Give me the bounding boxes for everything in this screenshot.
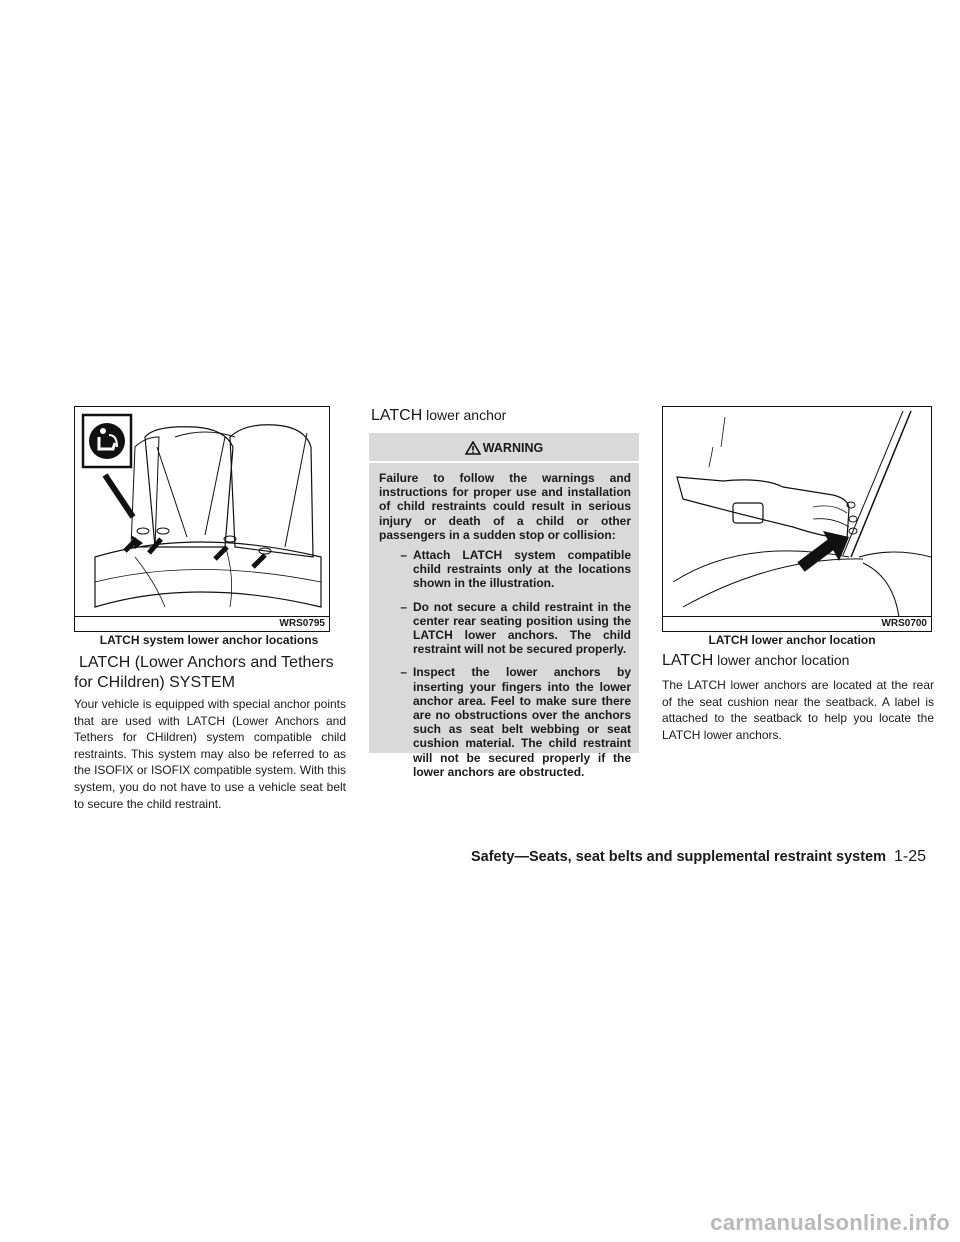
warning-item (379, 548, 631, 591)
section-title-strong: LATCH (371, 407, 423, 424)
warning-box (369, 433, 639, 779)
warning-header (369, 433, 639, 463)
section-title-line2: for CHildren) SYSTEM (74, 674, 235, 691)
warning-item-text: Do not secure a child restraint in the center rear seating position using the LATCH lower anchors. The child restraint will not be secured properly. (413, 599, 631, 657)
warning-triangle-icon (465, 441, 481, 455)
warning-intro: Failure to follow the warnings and instructions for proper use and installation of child restraints could result in serious injury or death of a child or other passengers in a sudden stop or collision: (379, 471, 631, 542)
warning-item (379, 665, 631, 779)
warning-body (369, 463, 639, 796)
figure-caption: LATCH system lower anchor locations (99, 633, 319, 647)
figure-lower-anchor-location (662, 406, 932, 632)
warning-item-text: Attach LATCH system compatible child restraints only at the locations shown in the illustration. (413, 548, 631, 591)
section-title-strong: LATCH (662, 652, 714, 669)
page-footer (0, 849, 960, 879)
figure-code-divider (75, 616, 329, 617)
section-title-rest: lower anchor location (713, 652, 850, 668)
hand-anchor-illustration (663, 407, 931, 631)
section-title-line1: LATCH (Lower Anchors and Tethers (79, 654, 334, 671)
warning-dash: – (400, 599, 407, 614)
rear-seat-illustration (75, 407, 329, 631)
section-title-rest: lower anchor (422, 407, 507, 423)
figure-code: WRS0795 (279, 618, 325, 629)
warning-item-text: Inspect the lower anchors by inserting your fingers into the lower anchor area. Feel to make sure there are no obstructions over the anchors such as seat belt webbing or seat cushion material. The child restraint will not be secured properly if the lower anchors are obstructed. (413, 665, 631, 779)
warning-item (379, 600, 631, 657)
footer-chapter-title: Safety—Seats, seat belts and supplemental restraint system (470, 849, 886, 865)
warning-dash: – (400, 665, 407, 680)
figure-caption: LATCH lower anchor location (708, 633, 876, 647)
figure-latch-system-locations (74, 406, 330, 632)
page-number: 1-25 (893, 848, 926, 865)
warning-heading: WARNING (482, 441, 544, 455)
section-title-latch-system (74, 653, 354, 693)
figure-code-divider (663, 616, 931, 617)
watermark: carmanualsonline.info (710, 1210, 950, 1235)
lower-anchor-location-paragraph: The LATCH lower anchors are located at the rear of the seat cushion near the seatback. A label is attached to the seatback to help you locate the LATCH lower anchors. (662, 678, 934, 742)
section-title-lower-anchor (371, 405, 641, 426)
section-title-lower-anchor-location (662, 650, 942, 671)
latch-system-paragraph: Your vehicle is equipped with special anchor points that are used with LATCH (Lower Anchors and Tethers for CHildren) system compatible child restraints. This system may also be referred to as the ISOFIX or ISOFIX compatible system. With this system, you do not have to use a vehicle seat belt to secure the child restraint. (74, 697, 346, 811)
warning-dash: – (400, 548, 407, 563)
figure-code: WRS0700 (881, 618, 927, 629)
